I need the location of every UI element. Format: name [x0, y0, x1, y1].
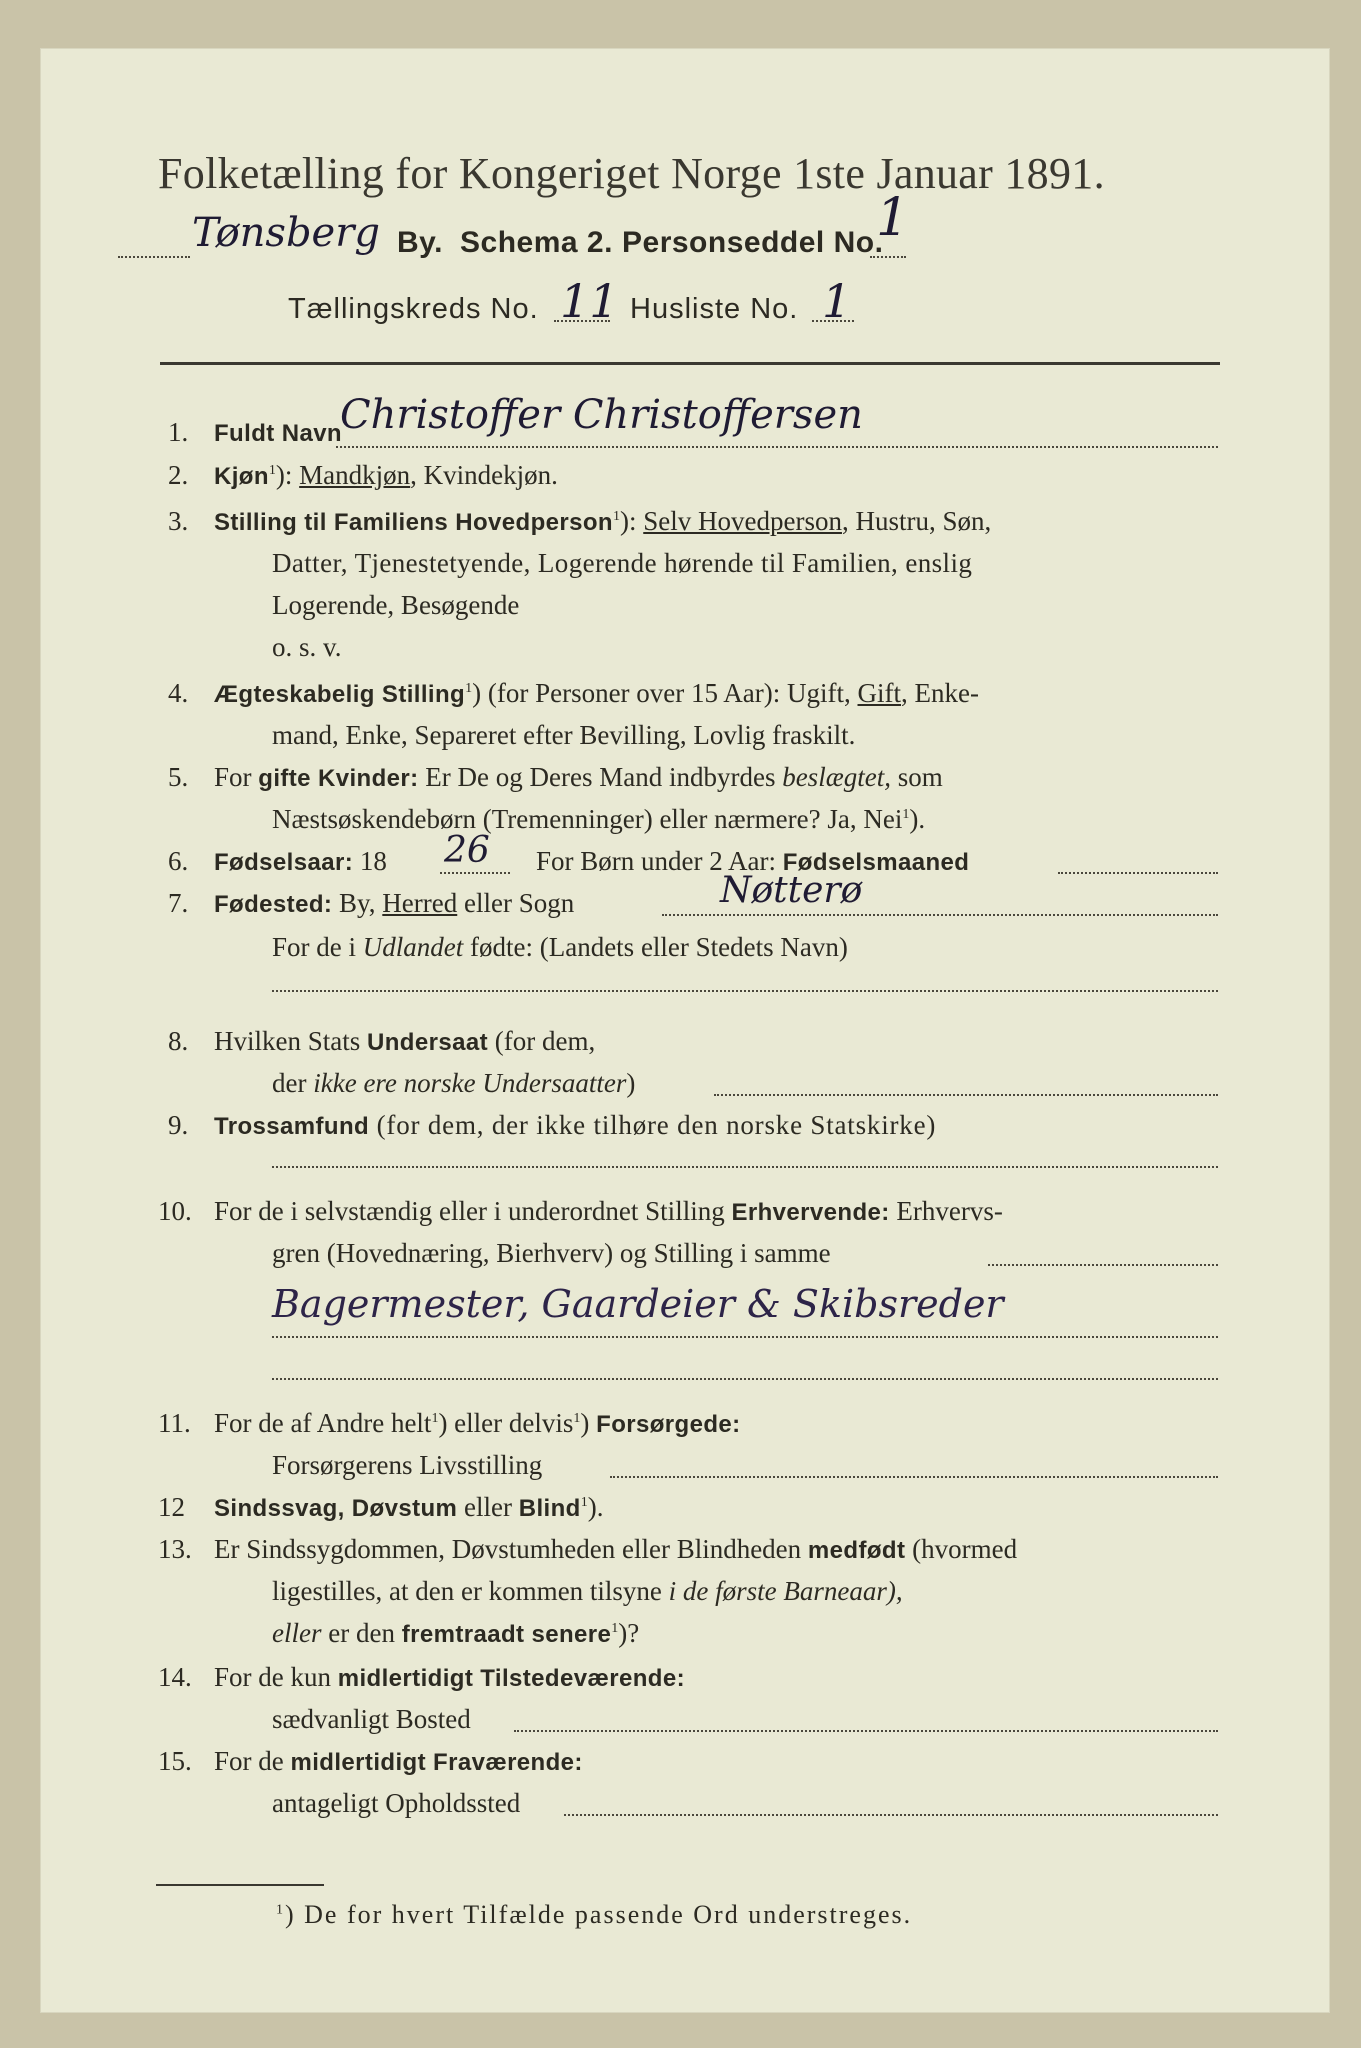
- q5-line2-end: ).: [909, 804, 926, 834]
- q3-label: Stilling til Familiens Hovedperson: [214, 509, 613, 536]
- q7-text2: eller Sogn: [457, 888, 575, 918]
- q5-text: Er De og Deres Mand indbyrdes: [418, 762, 783, 792]
- q12-end: ).: [587, 1492, 604, 1522]
- q5-label: gifte Kvinder:: [258, 765, 419, 792]
- q13-line2-italic: i de første Barneaar),: [668, 1576, 903, 1606]
- q10-dots: [988, 1264, 1218, 1266]
- q15-text: For de: [214, 1746, 291, 1776]
- q7-label: Fødested:: [214, 891, 333, 918]
- q6-label: Fødselsaar:: [214, 849, 354, 876]
- q5-line2-row: [272, 804, 925, 835]
- q8-text2: (for dem,: [487, 1026, 596, 1056]
- item-number: 7.: [168, 888, 189, 918]
- q6-label2: Fødselsmaaned: [782, 849, 970, 876]
- q2-row: [214, 460, 558, 491]
- q7-dots: [662, 914, 1218, 916]
- q13-line2-row: [272, 1576, 903, 1607]
- q4-text2: , Enke-: [901, 678, 979, 708]
- q8-dots: [714, 1094, 1218, 1096]
- item-number: 3.: [168, 506, 189, 536]
- q14-dots: [514, 1730, 1218, 1732]
- q5-line2: Næstsøskendebørn (Tremenninger) eller nærmere? Ja, Nei: [272, 804, 903, 834]
- q2-colon: ):: [275, 460, 293, 490]
- item-number: 11.: [158, 1408, 191, 1438]
- item-number: 15.: [158, 1746, 192, 1776]
- q12-sup: 1: [580, 1495, 588, 1510]
- q5-end: som: [890, 762, 943, 792]
- q3-row: [214, 506, 991, 537]
- q10-occupation-value: Bagermester, Gaardeier & Skibsreder: [272, 1282, 1004, 1326]
- q5-sup: 1: [902, 807, 910, 822]
- q13-line3-bold: fremtraadt senere: [401, 1621, 612, 1648]
- q12-label2: Blind: [518, 1495, 581, 1522]
- footnote-sup: 1: [276, 1902, 285, 1918]
- q6-row: [214, 846, 387, 877]
- q13-sup: 1: [611, 1621, 619, 1636]
- q8-text: Hvilken Stats: [214, 1026, 367, 1056]
- q6-mid: For Børn under 2 Aar:: [536, 846, 783, 876]
- q10-row: [214, 1196, 1003, 1227]
- item-number: 13.: [158, 1534, 192, 1564]
- q11-sup: 1: [431, 1411, 439, 1426]
- q7-line2-italic: Udlandet: [362, 932, 464, 962]
- q13-line3c: )?: [618, 1618, 640, 1648]
- q3-rest: , Hustru, Søn,: [841, 506, 992, 536]
- q5-italic: beslægtet,: [782, 762, 891, 792]
- q4-line2: mand, Enke, Separeret efter Bevilling, Lovlig fraskilt.: [272, 720, 856, 750]
- q7-line2-row: [272, 932, 848, 963]
- q7-row: [214, 888, 574, 919]
- census-form-sheet: [40, 48, 1330, 2013]
- q11-text2: ) eller delvis: [438, 1408, 574, 1438]
- q14-row: [214, 1662, 685, 1693]
- q2-label: Kjøn: [214, 463, 269, 490]
- q11-line2: Forsørgerens Livsstilling: [272, 1450, 543, 1480]
- q4-option-gift: Gift: [857, 678, 901, 708]
- q13-row: [214, 1534, 1017, 1565]
- q5-pre: For: [214, 762, 259, 792]
- q10-dots3: [272, 1378, 1218, 1380]
- q13-label: medfødt: [807, 1537, 906, 1564]
- city-dots: [118, 256, 190, 258]
- q10-line2: gren (Hovednæring, Bierhverv) og Stilling i samme: [272, 1238, 831, 1268]
- q15-row: [214, 1746, 583, 1777]
- q6-prefix: 18: [353, 846, 387, 876]
- q3-line2: Datter, Tjenestetyende, Logerende hørende til Familien, enslig: [272, 548, 973, 578]
- q7-option-herred: Herred: [382, 888, 458, 918]
- city-handwritten: Tønsberg: [192, 210, 380, 256]
- q9-text: (for dem, der ikke tilhøre den norske Statskirke): [369, 1110, 937, 1140]
- q11-dots: [610, 1476, 1218, 1478]
- q3-line4: o. s. v.: [272, 632, 342, 662]
- q10-dots2: [272, 1336, 1218, 1338]
- q9-label: Trossamfund: [214, 1113, 370, 1140]
- q9-row: [214, 1110, 936, 1141]
- kreds-dots: [554, 320, 610, 322]
- q7-text: By,: [332, 888, 383, 918]
- item-number: 4.: [168, 678, 189, 708]
- q1-label: Fuldt Navn: [214, 420, 342, 447]
- q6-month-dots: [1058, 872, 1218, 874]
- form-title: Folketælling for Kongeriget Norge 1ste Januar 1891.: [158, 149, 1105, 198]
- q8-line2-italic: ikke ere norske Undersaatter: [313, 1068, 627, 1098]
- item-number: 8.: [168, 1026, 189, 1056]
- q12-row: [214, 1492, 603, 1523]
- q13-line3-row: [272, 1618, 639, 1649]
- q3-line3: Logerende, Besøgende: [272, 590, 520, 620]
- item-number: 5.: [168, 762, 189, 792]
- q8-line2-row: [272, 1068, 635, 1099]
- personseddel-dots: [870, 256, 906, 258]
- q12-text: eller: [457, 1492, 519, 1522]
- q15-dots: [564, 1814, 1218, 1816]
- q11-sup2: 1: [573, 1411, 581, 1426]
- q12-label: Sindssvag, Døvstum: [214, 1495, 458, 1522]
- q4-sup: 1: [465, 681, 473, 696]
- q2-sup: 1: [268, 463, 276, 478]
- item-number: 6.: [168, 846, 189, 876]
- q5-row: [214, 762, 943, 793]
- q7-line2b: fødte: (Landets eller Stedets Navn): [463, 932, 848, 962]
- by-label: By.: [397, 226, 443, 259]
- q3-sup: 1: [613, 509, 620, 524]
- q4-row: [214, 678, 979, 709]
- q11-label: Forsørgede:: [596, 1411, 741, 1438]
- footnote-rule: [156, 1884, 324, 1886]
- q15-label: midlertidigt Fraværende:: [290, 1749, 583, 1776]
- schema-label: Schema 2.: [460, 226, 613, 259]
- q8-label: Undersaat: [367, 1029, 488, 1056]
- kreds-label: Tællingskreds No.: [288, 293, 539, 325]
- item-number: 2.: [168, 460, 189, 490]
- q7-line2a: For de i: [272, 932, 363, 962]
- personseddel-value: 1: [876, 188, 910, 248]
- husliste-value: 1: [822, 274, 852, 328]
- header-rule: [160, 362, 1220, 365]
- q13-line1a: Er Sindssygdommen, Døvstumheden eller Blindheden: [214, 1534, 808, 1564]
- husliste-dots: [812, 320, 854, 322]
- q8-line2a: der: [272, 1068, 314, 1098]
- q11-text: For de af Andre helt: [214, 1408, 432, 1438]
- husliste-label: Husliste No.: [630, 293, 799, 325]
- q10-text2: Erhvervs-: [889, 1196, 1003, 1226]
- q7-line3-dots: [272, 990, 1218, 992]
- q6-dots: [440, 872, 510, 874]
- q3-paren: ):: [620, 506, 637, 536]
- q8-row: [214, 1026, 595, 1057]
- q8-line2b: ): [626, 1068, 636, 1098]
- q13-line1b: (hvormed: [905, 1534, 1018, 1564]
- q2-rest: , Kvindekjøn.: [410, 460, 558, 490]
- personseddel-label: Personseddel No.: [622, 226, 884, 259]
- q2-option-mandkjon: Mandkjøn: [299, 460, 411, 490]
- q11-row: For de af Andre helt$^1$) eller delvis$^1$) Forsørgede:: [214, 1408, 741, 1438]
- footnote-row: [276, 1900, 912, 1930]
- q4-label: Ægteskabelig Stilling: [214, 681, 466, 708]
- q13-line2a: ligestilles, at den er kommen tilsyne: [272, 1576, 669, 1606]
- item-number: 10.: [158, 1196, 192, 1226]
- item-number: 9.: [168, 1110, 189, 1140]
- q6-birthyear-value: 26: [444, 830, 490, 871]
- footnote-text: ) De for hvert Tilfælde passende Ord understreges.: [285, 1900, 913, 1929]
- q14-line2: sædvanligt Bosted: [272, 1704, 471, 1734]
- q15-line2: antageligt Opholdssted: [272, 1788, 521, 1818]
- q10-text: For de i selvstændig eller i underordnet Stilling: [214, 1196, 732, 1226]
- q14-text: For de kun: [214, 1662, 338, 1692]
- q14-label: midlertidigt Tilstedeværende:: [337, 1665, 685, 1692]
- q9-dots: [272, 1166, 1218, 1168]
- item-number: 14.: [158, 1662, 192, 1692]
- q1-dots: [336, 446, 1218, 448]
- q10-label: Erhvervende:: [731, 1199, 890, 1226]
- item-number: 12: [158, 1492, 185, 1522]
- q4-text: ) (for Personer over 15 Aar): Ugift,: [472, 678, 858, 708]
- kreds-value: 11: [560, 274, 619, 328]
- item-number: 1.: [168, 417, 189, 447]
- q13-line3-italic: eller: [272, 1618, 322, 1648]
- q1-name-value: Christoffer Christoffersen: [340, 392, 863, 438]
- q3-option-selv: Selv Hovedperson: [643, 506, 842, 536]
- q7-birthplace-value: Nøtterø: [720, 870, 863, 911]
- q13-line3a: er den: [321, 1618, 402, 1648]
